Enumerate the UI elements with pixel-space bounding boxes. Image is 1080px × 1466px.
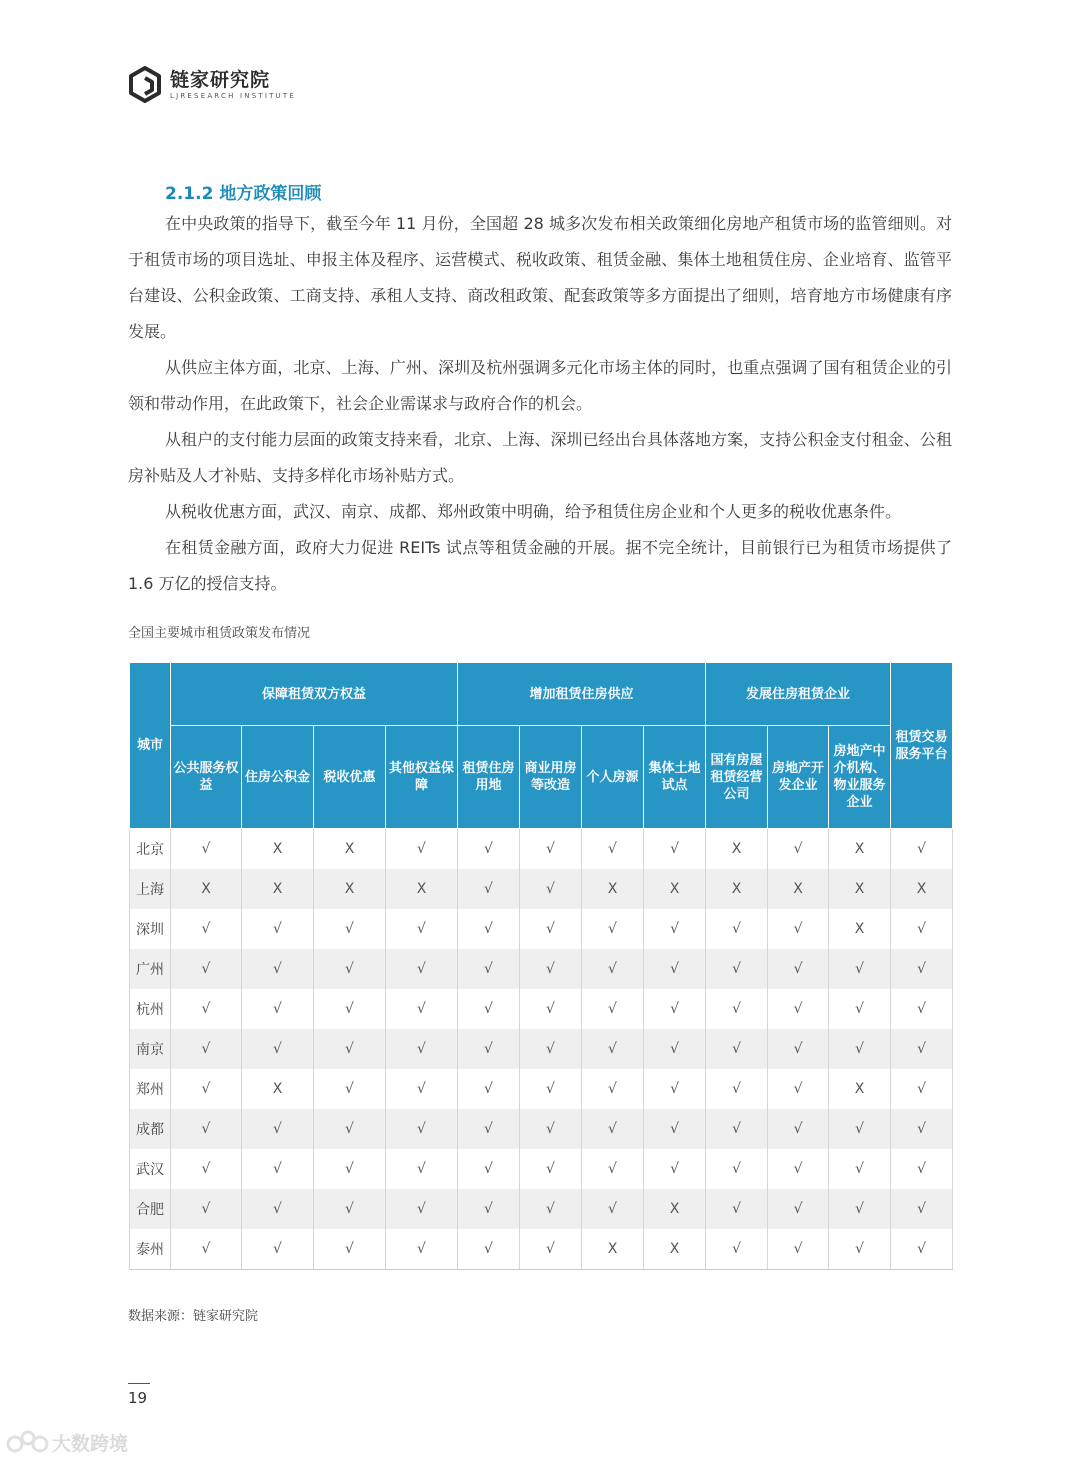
table-row: [130, 869, 953, 909]
policy-cell: X: [242, 869, 314, 909]
policy-cell: X: [582, 869, 644, 909]
policy-cell: X: [706, 829, 768, 870]
table-row: [130, 909, 953, 949]
policy-cell: √: [458, 1029, 520, 1069]
data-source: 数据来源：链家研究院: [128, 1309, 259, 1324]
policy-cell: √: [891, 989, 953, 1029]
policy-cell: √: [891, 1029, 953, 1069]
paragraph: 从税收优惠方面，武汉、南京、成都、郑州政策中明确，给予租赁住房企业和个人更多的税收优惠条件。: [165, 502, 902, 521]
policy-cell: √: [891, 909, 953, 949]
table-caption: 全国主要城市租赁政策发布情况: [128, 626, 311, 641]
policy-cell: √: [891, 1109, 953, 1149]
policy-cell: √: [582, 1069, 644, 1109]
policy-cell: √: [520, 1189, 582, 1229]
policy-cell: √: [242, 949, 314, 989]
column-header: 商业用房等改造: [520, 726, 582, 829]
column-header: 集体土地试点: [644, 726, 706, 829]
policy-cell: √: [891, 949, 953, 989]
policy-cell: √: [520, 1069, 582, 1109]
policy-cell: √: [582, 949, 644, 989]
policy-cell: √: [768, 989, 829, 1029]
policy-cell: √: [242, 1189, 314, 1229]
policy-cell: √: [768, 949, 829, 989]
column-header: 房地产开发企业: [768, 726, 829, 829]
watermark-logo-icon: [6, 1428, 50, 1456]
policy-cell: √: [458, 1229, 520, 1270]
city-cell: 武汉: [130, 1149, 171, 1189]
paragraph: 从供应主体方面，北京、上海、广州、深圳及杭州强调多元化市场主体的同时，也重点强调了国有租赁企业的引领和带动作用，在此政策下，社会企业需谋求与政府合作的机会。: [128, 358, 952, 413]
policy-cell: √: [171, 1069, 242, 1109]
policy-cell: X: [582, 1229, 644, 1270]
policy-cell: X: [171, 869, 242, 909]
column-header: 国有房屋租赁经营公司: [706, 726, 768, 829]
policy-cell: √: [386, 1229, 458, 1270]
policy-cell: √: [829, 1029, 891, 1069]
policy-cell: √: [314, 949, 386, 989]
paragraph: 在中央政策的指导下，截至今年 11 月份，全国超 28 城多次发布相关政策细化房地产租赁市场的监管细则。对于租赁市场的项目选址、申报主体及程序、运营模式、税收政策、租赁金融、集体土地租赁住房、企业培育、监管平台建设、公积金政策、工商支持、承租人支持、商改租政策、配套政策等多方面提出了细则，培育地方市场健康有序发展。: [128, 214, 952, 341]
policy-cell: √: [171, 1109, 242, 1149]
paragraph: 从租户的支付能力层面的政策支持来看，北京、上海、深圳已经出台具体落地方案，支持公积金支付租金、公租房补贴及人才补贴、支持多样化市场补贴方式。: [128, 430, 952, 485]
policy-cell: √: [768, 1149, 829, 1189]
policy-cell: √: [706, 1189, 768, 1229]
policy-cell: √: [314, 1109, 386, 1149]
policy-cell: √: [520, 829, 582, 870]
city-cell: 深圳: [130, 909, 171, 949]
policy-cell: √: [644, 829, 706, 870]
table-row: [130, 1109, 953, 1149]
policy-cell: √: [706, 909, 768, 949]
policy-cell: √: [768, 1069, 829, 1109]
policy-cell: √: [314, 1149, 386, 1189]
policy-cell: √: [706, 1069, 768, 1109]
policy-cell: √: [829, 1109, 891, 1149]
city-cell: 上海: [130, 869, 171, 909]
policy-cell: √: [314, 1189, 386, 1229]
page-number-rule: [128, 1383, 150, 1384]
group-header: 保障租赁双方权益: [171, 663, 458, 726]
policy-cell: √: [768, 909, 829, 949]
policy-cell: √: [520, 1229, 582, 1270]
table-row: [130, 949, 953, 989]
table-row: [130, 1149, 953, 1189]
policy-cell: √: [706, 1029, 768, 1069]
policy-cell: √: [314, 1229, 386, 1270]
policy-cell: √: [458, 829, 520, 870]
policy-cell: √: [644, 1069, 706, 1109]
column-header: 公共服务权益: [171, 726, 242, 829]
policy-cell: √: [582, 1149, 644, 1189]
policy-cell: √: [768, 1109, 829, 1149]
policy-cell: √: [386, 989, 458, 1029]
column-header: 住房公积金: [242, 726, 314, 829]
policy-cell: √: [314, 909, 386, 949]
policy-cell: √: [242, 909, 314, 949]
policy-cell: X: [829, 1069, 891, 1109]
table-body: [130, 829, 953, 1270]
policy-cell: √: [314, 989, 386, 1029]
policy-cell: √: [171, 989, 242, 1029]
policy-cell: √: [171, 1029, 242, 1069]
policy-cell: √: [314, 1029, 386, 1069]
city-cell: 南京: [130, 1029, 171, 1069]
policy-cell: √: [242, 1109, 314, 1149]
policy-cell: √: [582, 1109, 644, 1149]
policy-cell: X: [829, 869, 891, 909]
city-cell: 合肥: [130, 1189, 171, 1229]
watermark-text: 大数跨境: [52, 1432, 129, 1455]
policy-cell: √: [386, 829, 458, 870]
city-header: 城市: [130, 663, 171, 829]
policy-cell: √: [314, 1069, 386, 1109]
table-row: [130, 989, 953, 1029]
policy-cell: X: [768, 869, 829, 909]
city-cell: 郑州: [130, 1069, 171, 1109]
policy-cell: √: [644, 1149, 706, 1189]
policy-cell: X: [314, 869, 386, 909]
column-header: 房地产中介机构、物业服务企业: [829, 726, 891, 829]
city-cell: 成都: [130, 1109, 171, 1149]
policy-cell: √: [829, 1149, 891, 1189]
policy-cell: √: [242, 1149, 314, 1189]
policy-cell: √: [644, 949, 706, 989]
policy-cell: √: [829, 949, 891, 989]
policy-cell: √: [829, 1229, 891, 1270]
policy-cell: √: [582, 909, 644, 949]
lianjia-logo-icon: [128, 66, 162, 104]
policy-cell: √: [768, 1229, 829, 1270]
policy-cell: X: [242, 829, 314, 870]
city-cell: 广州: [130, 949, 171, 989]
policy-cell: √: [386, 1189, 458, 1229]
policy-cell: X: [314, 829, 386, 870]
policy-cell: X: [242, 1069, 314, 1109]
policy-cell: √: [644, 1109, 706, 1149]
policy-cell: √: [582, 829, 644, 870]
policy-cell: √: [386, 1069, 458, 1109]
policy-cell: √: [458, 1069, 520, 1109]
policy-cell: √: [891, 829, 953, 870]
policy-cell: √: [891, 1069, 953, 1109]
table-row: [130, 1229, 953, 1270]
group-header: 增加租赁住房供应: [458, 663, 706, 726]
column-header: 个人房源: [582, 726, 644, 829]
policy-cell: √: [891, 1189, 953, 1229]
city-cell: 泰州: [130, 1229, 171, 1270]
policy-cell: √: [768, 1029, 829, 1069]
column-header: 税收优惠: [314, 726, 386, 829]
policy-cell: √: [386, 909, 458, 949]
body-text: [128, 206, 952, 602]
policy-cell: √: [171, 829, 242, 870]
policy-cell: X: [644, 1229, 706, 1270]
table-row: [130, 1069, 953, 1109]
policy-cell: √: [520, 949, 582, 989]
table-row: [130, 829, 953, 870]
watermark: [6, 1428, 128, 1456]
policy-cell: √: [768, 1189, 829, 1229]
policy-cell: √: [520, 1149, 582, 1189]
policy-cell: √: [706, 989, 768, 1029]
policy-cell: √: [242, 989, 314, 1029]
policy-cell: √: [458, 1149, 520, 1189]
policy-cell: √: [242, 1229, 314, 1270]
table-row: [130, 1029, 953, 1069]
policy-cell: √: [171, 1149, 242, 1189]
policy-cell: √: [520, 909, 582, 949]
policy-cell: √: [242, 1029, 314, 1069]
org-name: 链家研究院: [170, 69, 271, 91]
policy-cell: √: [582, 1189, 644, 1229]
policy-cell: √: [458, 949, 520, 989]
policy-table: [129, 662, 953, 1270]
policy-cell: √: [644, 909, 706, 949]
policy-cell: √: [171, 909, 242, 949]
paragraph: 在租赁金融方面，政府大力促进 REITs 试点等租赁金融的开展。据不完全统计，目前银行已为租赁市场提供了 1.6 万亿的授信支持。: [128, 538, 952, 593]
policy-cell: √: [768, 829, 829, 870]
policy-cell: √: [458, 909, 520, 949]
policy-cell: X: [386, 869, 458, 909]
policy-cell: √: [386, 1029, 458, 1069]
policy-cell: X: [644, 1189, 706, 1229]
policy-cell: √: [520, 869, 582, 909]
policy-cell: √: [520, 1029, 582, 1069]
policy-cell: √: [644, 1029, 706, 1069]
policy-cell: X: [706, 869, 768, 909]
policy-cell: √: [829, 989, 891, 1029]
policy-cell: √: [171, 949, 242, 989]
policy-cell: √: [829, 1189, 891, 1229]
policy-cell: √: [458, 1189, 520, 1229]
policy-cell: √: [891, 1229, 953, 1270]
policy-cell: X: [829, 909, 891, 949]
policy-cell: √: [458, 1109, 520, 1149]
brand-logo: [128, 66, 296, 104]
city-cell: 北京: [130, 829, 171, 870]
section-title: 2.1.2 地方政策回顾: [165, 184, 322, 204]
policy-cell: √: [520, 989, 582, 1029]
policy-cell: √: [458, 869, 520, 909]
policy-cell: X: [829, 829, 891, 870]
policy-cell: √: [582, 989, 644, 1029]
policy-cell: √: [706, 1229, 768, 1270]
policy-cell: √: [458, 989, 520, 1029]
column-header: 租赁住房用地: [458, 726, 520, 829]
table-row: [130, 1189, 953, 1229]
page-number: 19: [128, 1389, 148, 1407]
org-subtitle: LJRESEARCH INSTITUTE: [170, 92, 296, 100]
column-header: 其他权益保障: [386, 726, 458, 829]
group-header: 发展住房租赁企业: [706, 663, 891, 726]
policy-cell: √: [520, 1109, 582, 1149]
policy-cell: √: [706, 1149, 768, 1189]
policy-cell: √: [171, 1229, 242, 1270]
policy-cell: √: [706, 949, 768, 989]
policy-cell: √: [386, 1109, 458, 1149]
policy-cell: √: [891, 1149, 953, 1189]
policy-cell: √: [386, 1149, 458, 1189]
policy-cell: √: [644, 989, 706, 1029]
policy-cell: X: [891, 869, 953, 909]
policy-cell: √: [386, 949, 458, 989]
policy-cell: √: [171, 1189, 242, 1229]
policy-cell: √: [582, 1029, 644, 1069]
policy-cell: √: [706, 1109, 768, 1149]
platform-header: 租赁交易服务平台: [891, 663, 953, 829]
city-cell: 杭州: [130, 989, 171, 1029]
policy-cell: X: [644, 869, 706, 909]
